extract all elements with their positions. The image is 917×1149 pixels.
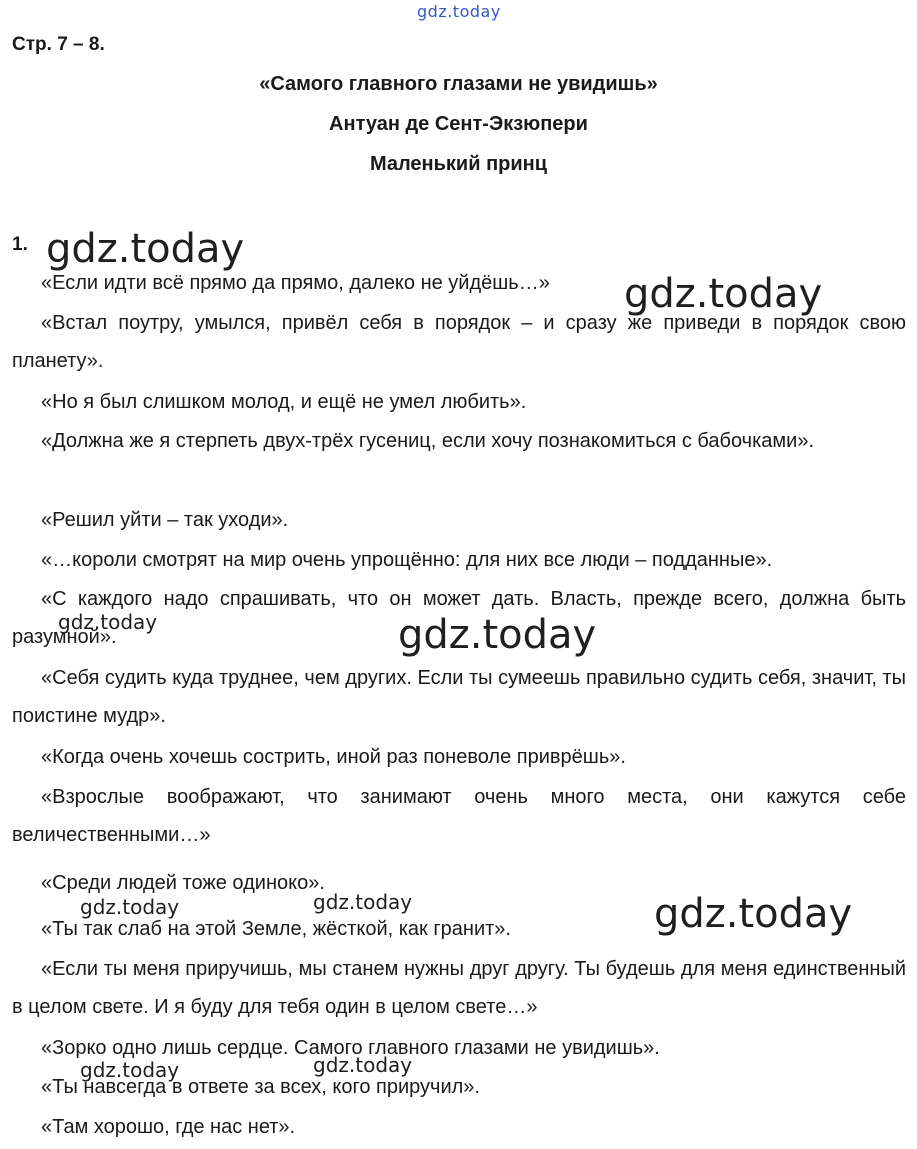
lesson-title: «Самого главного глазами не увидишь» (259, 73, 658, 95)
quote-14: «Зорко одно лишь сердце. Самого главного глазами не увидишь». (41, 1037, 660, 1059)
quote-11: «Среди людей тоже одиноко». (41, 872, 325, 894)
quote-3: «Но я был слишком молод, и ещё не умел любить». (41, 391, 527, 413)
quote-7: «С каждого надо спрашивать, что он может дать. Власть, прежде всего, должна быть разумной». (12, 588, 906, 648)
watermark-3: gdz.today (58, 610, 158, 634)
watermark-4: gdz.today (398, 612, 597, 658)
author-name: Антуан де Сент-Экзюпери (329, 113, 588, 135)
work-title: Маленький принц (369, 153, 548, 175)
watermark-7: gdz.today (654, 891, 853, 937)
watermark-8: gdz.today (80, 1058, 180, 1082)
quote-1: «Если идти всё прямо да прямо, далеко не уйдёшь…» (41, 272, 550, 294)
quote-4: «Должна же я стерпеть двух-трёх гусениц, если хочу познакомиться с бабочками». (41, 430, 815, 452)
quote-15: «Ты навсегда в ответе за всех, кого приручил». (41, 1076, 480, 1098)
watermark-2: gdz.today (624, 271, 823, 317)
quote-5: «Решил уйти – так уходи». (41, 509, 289, 531)
watermark-9: gdz.today (313, 1053, 413, 1077)
watermark-1: gdz.today (46, 226, 245, 272)
quote-16: «Там хорошо, где нас нет». (41, 1116, 296, 1138)
quote-13: «Если ты меня приручишь, мы станем нужны друг другу. Ты будешь для меня единственный в целом свете. И я буду для тебя один в целом свете…» (12, 958, 906, 1018)
quote-12: «Ты так слаб на этой Земле, жёсткой, как гранит». (41, 918, 511, 940)
watermark-5: gdz.today (80, 895, 180, 919)
page-reference: Стр. 7 – 8. (12, 34, 105, 55)
watermark-top: gdz.today (417, 2, 501, 21)
task-number: 1. (12, 234, 28, 255)
quote-8: «Себя судить куда труднее, чем других. Если ты сумеешь правильно судить себя, значит, ты поистине мудр». (12, 667, 906, 727)
quote-2: «Встал поутру, умылся, привёл себя в порядок – и сразу же приведи в порядок свою планету». (12, 312, 906, 372)
quote-9: «Когда очень хочешь сострить, иной раз поневоле приврёшь». (41, 746, 626, 768)
quote-6: «…короли смотрят на мир очень упрощённо: для них все люди – подданные». (41, 549, 773, 571)
watermark-6: gdz.today (313, 890, 413, 914)
quote-10: «Взрослые воображают, что занимают очень много места, они кажутся себе величественными…» (12, 786, 906, 846)
